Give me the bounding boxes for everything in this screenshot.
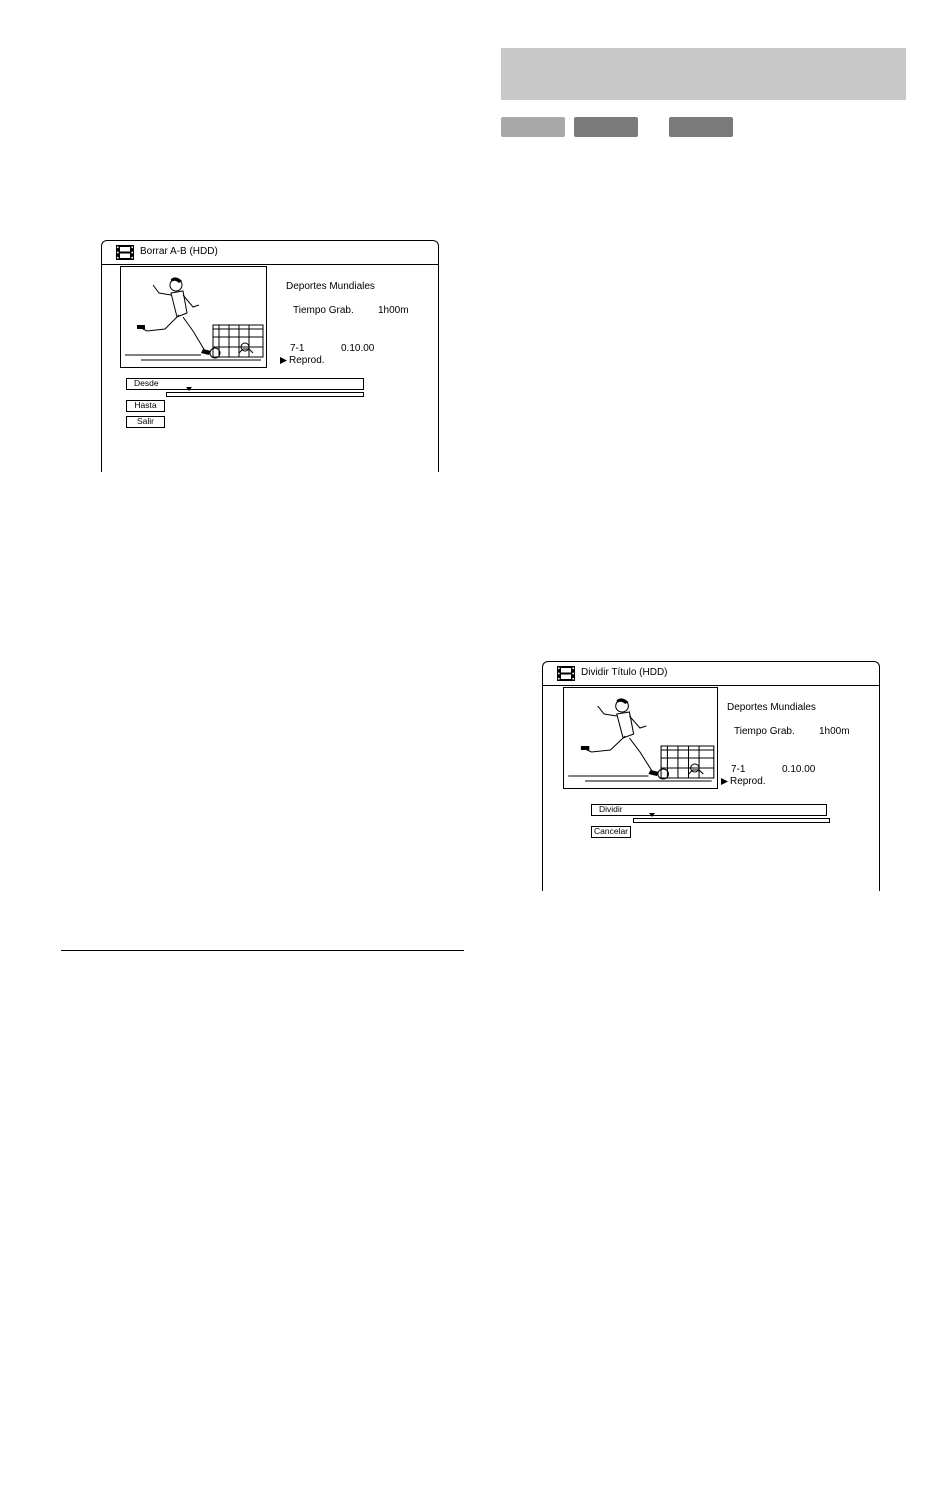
divide-titlebar xyxy=(543,662,879,686)
program-title: Deportes Mundiales xyxy=(727,702,816,713)
playback-status: Reprod. xyxy=(289,355,325,366)
rec-time-value: 1h00m xyxy=(378,305,409,316)
timecode: 0.10.00 xyxy=(341,343,375,354)
program-title: Deportes Mundiales xyxy=(286,281,375,292)
menu-option-desde[interactable]: Desde xyxy=(126,378,364,390)
disc-tab-3 xyxy=(669,117,733,137)
rec-time-value: 1h00m xyxy=(819,726,850,737)
disc-tab-1 xyxy=(501,117,565,137)
playback-status: Reprod. xyxy=(730,776,766,787)
timeline-marker xyxy=(649,813,655,817)
section-header-bar xyxy=(501,48,906,100)
menu-option-hasta[interactable]: Hasta xyxy=(126,400,165,412)
disc-tab-2 xyxy=(574,117,638,137)
soccer-player-illustration xyxy=(121,267,266,367)
rec-time-label: Tiempo Grab. xyxy=(293,305,354,316)
soccer-player-illustration xyxy=(564,688,717,788)
title-thumbnail xyxy=(120,266,267,368)
rec-time-label: Tiempo Grab. xyxy=(734,726,795,737)
play-icon xyxy=(721,778,728,785)
menu-option-cancelar[interactable]: Cancelar xyxy=(591,826,631,838)
chapter-number: 7-1 xyxy=(290,343,305,354)
timeline-bar[interactable] xyxy=(166,392,364,397)
timeline-bar[interactable] xyxy=(633,818,830,823)
film-icon xyxy=(557,666,575,681)
timecode: 0.10.00 xyxy=(782,764,816,775)
film-icon xyxy=(116,245,134,260)
menu-option-dividir[interactable]: Dividir xyxy=(591,804,827,816)
section-rule xyxy=(61,950,464,951)
timeline-marker xyxy=(186,387,192,391)
ab-erase-titlebar xyxy=(102,241,438,265)
screen-title: Dividir Título (HDD) xyxy=(581,667,668,678)
screen-title: Borrar A-B (HDD) xyxy=(140,246,218,257)
chapter-number: 7-1 xyxy=(731,764,746,775)
divide-title-screen xyxy=(542,661,880,891)
play-icon xyxy=(280,357,287,364)
ab-erase-screen xyxy=(101,240,439,472)
title-thumbnail xyxy=(563,687,718,789)
menu-option-salir[interactable]: Salir xyxy=(126,416,165,428)
